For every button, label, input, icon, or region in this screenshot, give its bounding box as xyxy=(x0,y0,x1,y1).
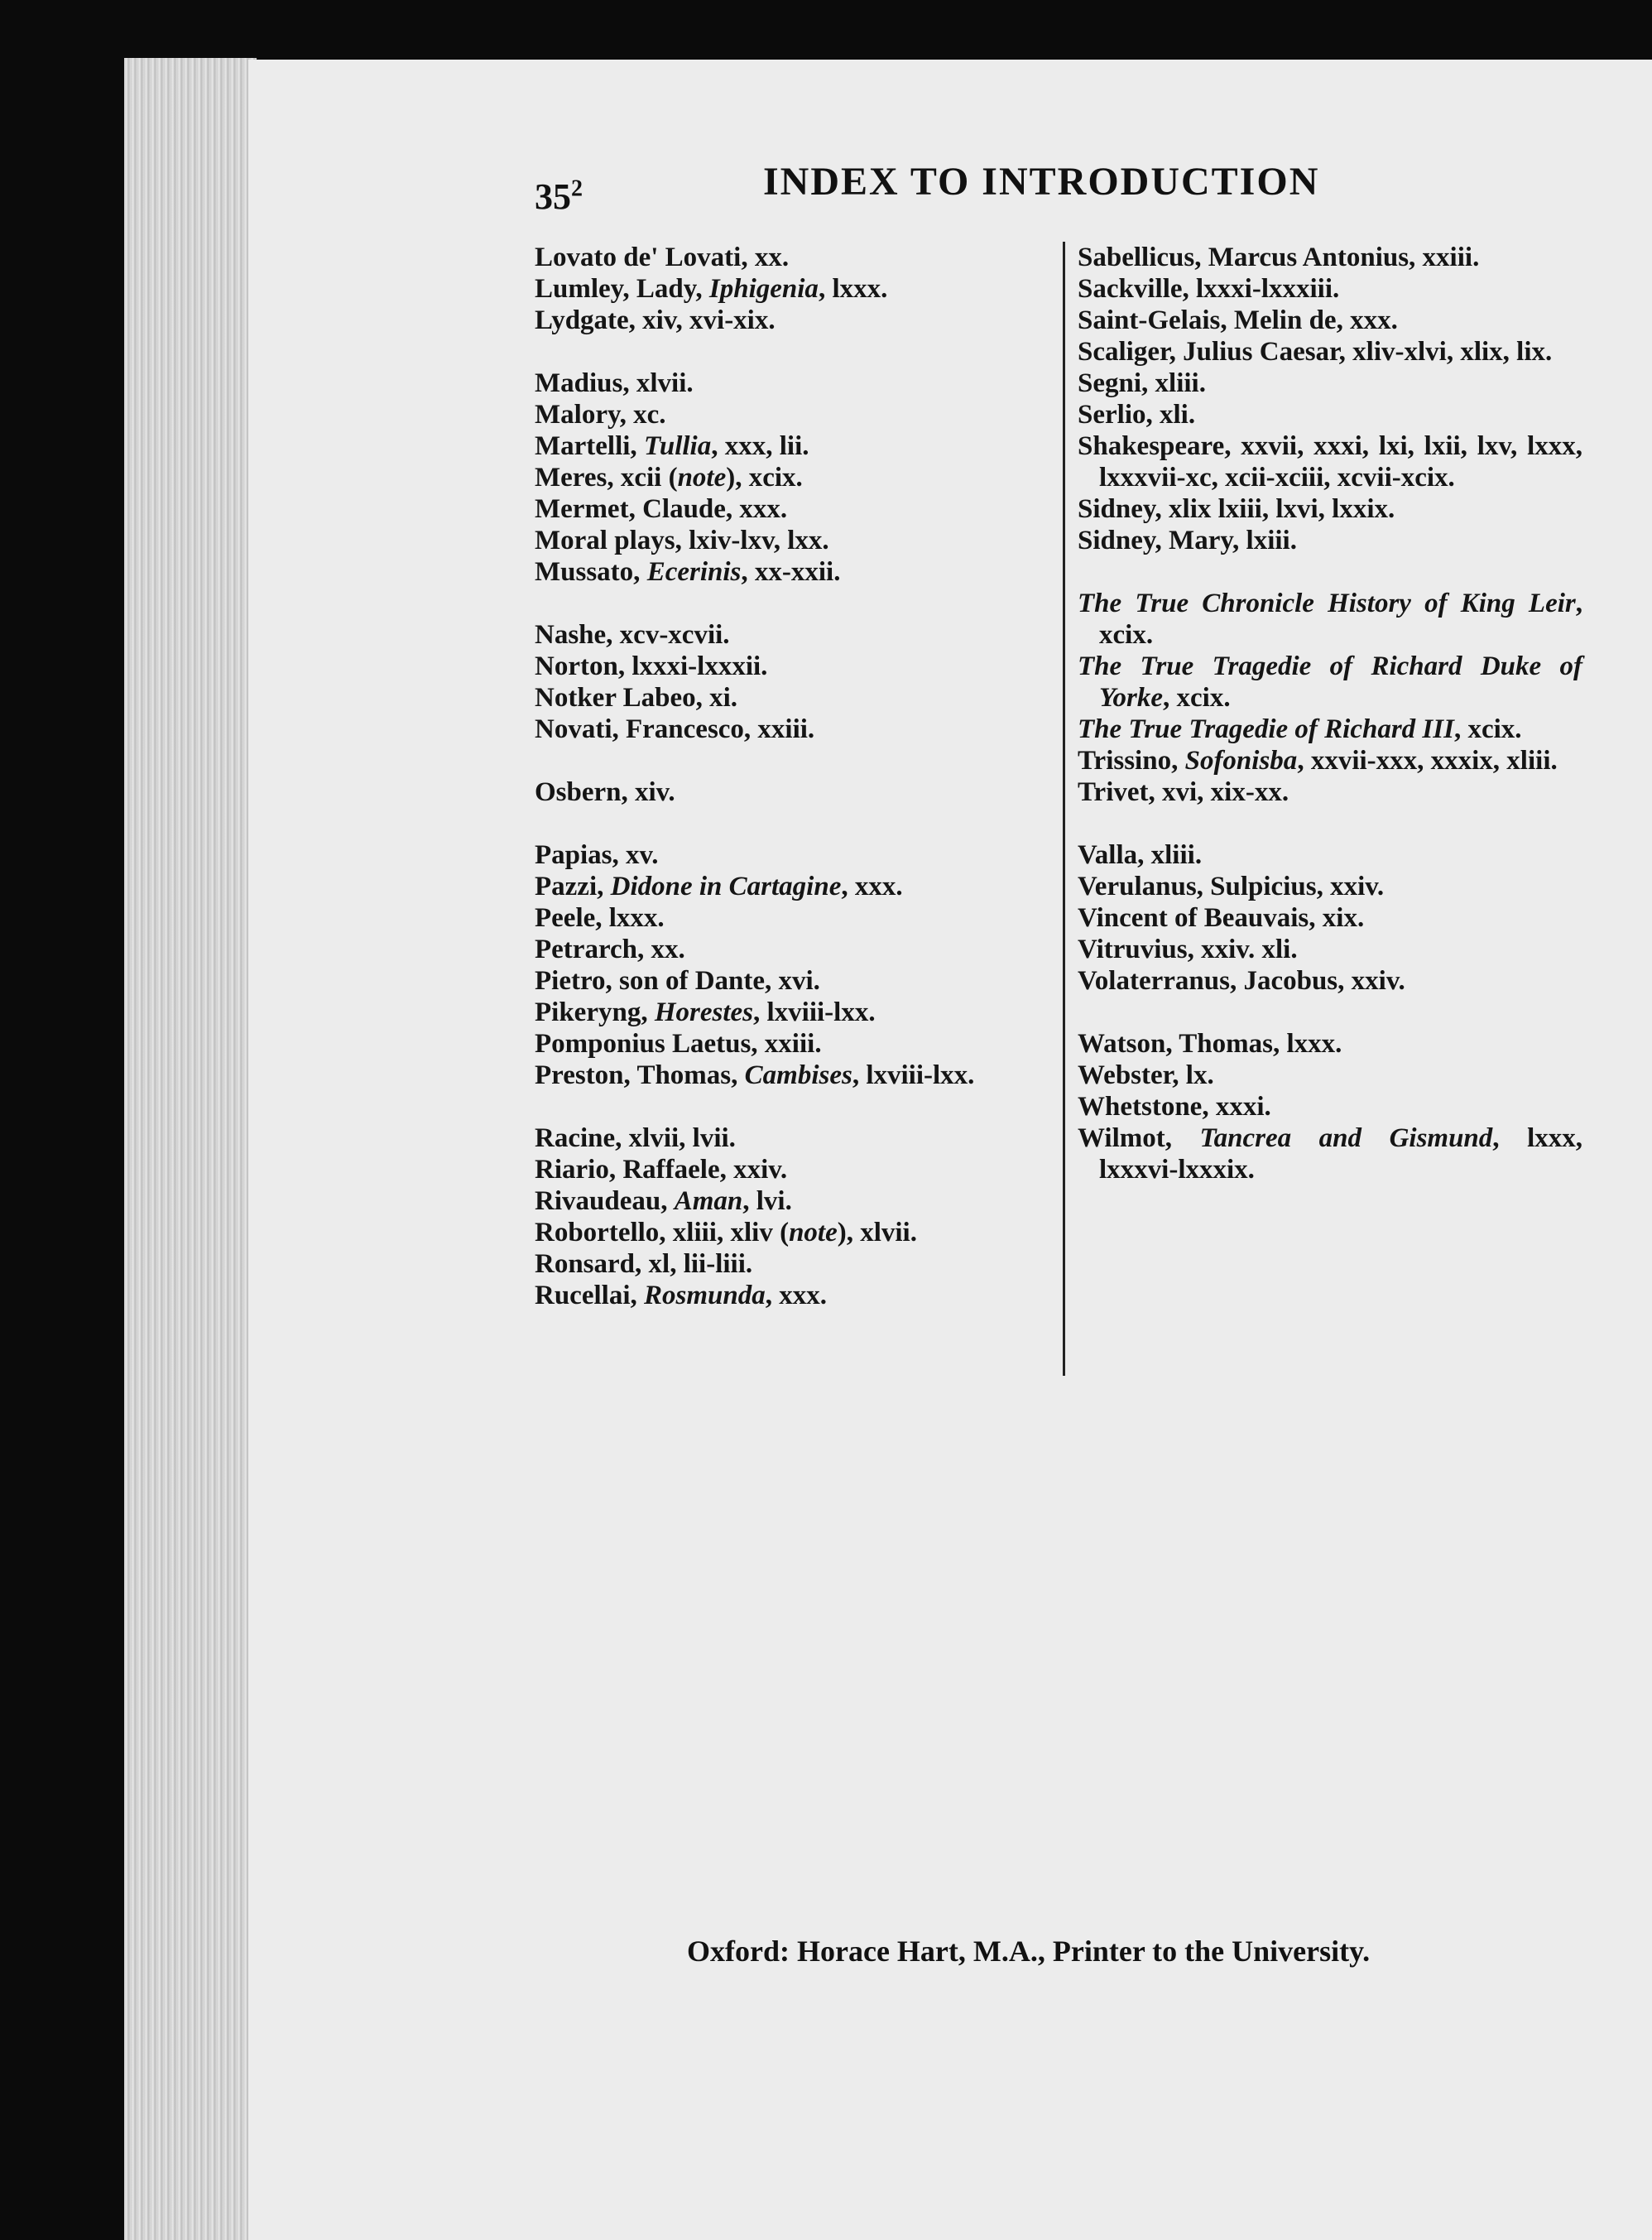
index-entry-text: , xx-xxii. xyxy=(741,557,841,587)
index-entry-text: Notker Labeo, xi. xyxy=(535,683,738,713)
index-letter-group xyxy=(535,839,1048,1091)
index-entry-text: Riario, Raffaele, xxiv. xyxy=(535,1155,788,1185)
index-entry-text: , lxviii-lxx. xyxy=(753,997,876,1027)
index-entry-text: Lumley, Lady, xyxy=(535,274,709,304)
index-letter-group xyxy=(1078,588,1582,808)
index-entry-text: Segni, xliii. xyxy=(1078,368,1206,398)
index-entry xyxy=(535,556,1048,588)
index-entry-text: Volaterranus, Jacobus, xxiv. xyxy=(1078,966,1405,996)
index-entry-text: , xcix. xyxy=(1099,589,1582,650)
index-entry-text: Sidney, Mary, lxiii. xyxy=(1078,526,1297,555)
index-entry xyxy=(535,399,1048,430)
index-entry-text: Serlio, xli. xyxy=(1078,400,1196,430)
index-entry-text: Valla, xliii. xyxy=(1078,840,1203,870)
printer-colophon: Oxford: Horace Hart, M.A., Printer to the University. xyxy=(687,1935,1371,1968)
index-entry xyxy=(535,1154,1048,1185)
index-entry xyxy=(1078,305,1582,336)
index-entry xyxy=(1078,934,1582,965)
index-entry-text: Preston, Thomas, xyxy=(535,1060,745,1090)
index-entry-text: , lxviii-lxx. xyxy=(852,1060,975,1090)
index-entry-text: Wilmot, xyxy=(1078,1123,1200,1153)
index-entry xyxy=(535,934,1048,965)
index-letter-group xyxy=(1078,242,1582,556)
index-letter-group xyxy=(535,242,1048,336)
index-entry-text: Pazzi, xyxy=(535,872,611,901)
index-letter-group xyxy=(535,368,1048,588)
index-entry xyxy=(535,651,1048,682)
index-entry-text: Shakespeare, xxvii, xxxi, lxi, lxii, lxv, lxxx, lxxxvii-xc, xcii-xciii, xcvii-xcix. xyxy=(1078,431,1582,493)
index-entry-title: Tullia xyxy=(643,431,712,461)
index-entry-title: note xyxy=(677,463,727,493)
index-entry-title: Horestes xyxy=(654,997,753,1027)
index-entry xyxy=(535,368,1048,399)
index-entry xyxy=(535,1185,1048,1217)
column-divider xyxy=(1063,242,1065,1376)
index-entry xyxy=(1078,1028,1582,1060)
index-entry-title: The True Tragedie of Richard Duke of Yorke xyxy=(1078,651,1582,713)
index-entry-text: Mermet, Claude, xxx. xyxy=(535,494,788,524)
index-column-left xyxy=(535,242,1048,1343)
index-entry-text: Petrarch, xx. xyxy=(535,935,685,964)
index-entry-title: note xyxy=(789,1218,838,1247)
index-entry-title: Sofonisba xyxy=(1184,746,1298,776)
index-entry xyxy=(1078,493,1582,525)
index-entry xyxy=(535,965,1048,997)
index-entry-text: Trivet, xvi, xix-xx. xyxy=(1078,777,1289,807)
index-entry-title: Didone in Cartagine xyxy=(610,872,842,901)
index-entry-text: Sackville, lxxxi-lxxxiii. xyxy=(1078,274,1340,304)
index-entry-text: Ronsard, xl, lii-liii. xyxy=(535,1249,753,1279)
index-entry xyxy=(535,1217,1048,1248)
index-entry-text: , xxx. xyxy=(841,872,903,901)
index-entry-text: Pietro, son of Dante, xvi. xyxy=(535,966,820,996)
index-entry-text: Peele, lxxx. xyxy=(535,903,665,933)
index-entry xyxy=(1078,368,1582,399)
index-entry-text: , lxxx. xyxy=(818,274,888,304)
index-entry-text: Scaliger, Julius Caesar, xliv-xlvi, xlix, lix. xyxy=(1078,337,1553,367)
index-entry-text: Webster, lx. xyxy=(1078,1060,1214,1090)
index-entry-text: ), xcix. xyxy=(726,463,803,493)
index-entry xyxy=(1078,902,1582,934)
index-entry-text: Papias, xv. xyxy=(535,840,659,870)
index-entry xyxy=(535,902,1048,934)
index-entry-text: Watson, Thomas, lxxx. xyxy=(1078,1029,1342,1059)
index-entry-text: , xxx. xyxy=(765,1281,827,1310)
index-letter-group xyxy=(1078,839,1582,997)
index-entry-text: Rucellai, xyxy=(535,1281,644,1310)
index-entry xyxy=(535,430,1048,462)
index-entry-text: Vincent of Beauvais, xix. xyxy=(1078,903,1365,933)
index-entry-text: Madius, xlvii. xyxy=(535,368,694,398)
index-entry-text: Pomponius Laetus, xxiii. xyxy=(535,1029,822,1059)
index-entry xyxy=(535,462,1048,493)
index-entry xyxy=(1078,651,1582,714)
index-entry-title: Aman xyxy=(674,1186,743,1216)
index-entry-text: , xxx, lii. xyxy=(711,431,809,461)
index-entry xyxy=(1078,588,1582,651)
index-entry-text: Lovato de' Lovati, xx. xyxy=(535,243,790,272)
index-entry xyxy=(535,1060,1048,1091)
index-entry-text: Rivaudeau, xyxy=(535,1186,675,1216)
index-entry xyxy=(1078,839,1582,871)
index-entry xyxy=(1078,714,1582,745)
index-entry xyxy=(1078,1060,1582,1091)
page-number: $35^2$ xyxy=(535,175,583,217)
index-entry-text: Trissino, xyxy=(1078,746,1185,776)
index-entry xyxy=(1078,525,1582,556)
index-entry-text: Pikeryng, xyxy=(535,997,655,1027)
index-letter-group xyxy=(1078,1028,1582,1185)
index-entry-title: Tancrea and Gismund xyxy=(1199,1123,1493,1153)
index-entry-text: Novati, Francesco, xxiii. xyxy=(535,714,815,744)
index-entry xyxy=(535,273,1048,305)
index-letter-group xyxy=(535,1122,1048,1311)
index-entry xyxy=(1078,242,1582,273)
index-entry-text: , xcix. xyxy=(1453,714,1522,744)
index-entry-text: Osbern, xiv. xyxy=(535,777,675,807)
index-entry xyxy=(535,525,1048,556)
index-entry-title: The True Chronicle History of King Leir xyxy=(1078,589,1576,618)
index-entry-text: Verulanus, Sulpicius, xxiv. xyxy=(1078,872,1385,901)
index-entry xyxy=(535,839,1048,871)
index-column-right xyxy=(1078,242,1582,1217)
index-entry xyxy=(535,493,1048,525)
index-entry-text: Whetstone, xxxi. xyxy=(1078,1092,1271,1122)
index-entry-text: Robortello, xliii, xliv ( xyxy=(535,1218,790,1247)
page-title: INDEX TO INTRODUCTION xyxy=(763,160,1320,204)
index-entry xyxy=(535,305,1048,336)
index-entry xyxy=(1078,273,1582,305)
index-entry xyxy=(1078,745,1582,776)
index-entry-title: Iphigenia xyxy=(708,274,819,304)
scan-page-edge xyxy=(124,58,257,2240)
index-entry xyxy=(535,997,1048,1028)
index-entry-title: Ecerinis xyxy=(646,557,742,587)
index-entry xyxy=(535,714,1048,745)
index-entry-text: Racine, xlvii, lvii. xyxy=(535,1123,736,1153)
index-entry xyxy=(1078,1122,1582,1185)
index-entry-title: Rosmunda xyxy=(643,1281,766,1310)
index-entry-text: ), xlvii. xyxy=(837,1218,917,1247)
index-entry xyxy=(1078,1091,1582,1122)
index-entry xyxy=(535,682,1048,714)
index-entry xyxy=(1078,336,1582,368)
index-entry xyxy=(535,1248,1048,1280)
index-entry-text: Norton, lxxxi-lxxxii. xyxy=(535,651,768,681)
index-entry-text: Mussato, xyxy=(535,557,647,587)
index-entry xyxy=(535,776,1048,808)
index-entry-title: Cambises xyxy=(744,1060,852,1090)
index-entry xyxy=(1078,430,1582,493)
index-entry xyxy=(1078,965,1582,997)
index-entry-text: , lxxx, lxxxvi-lxxxix. xyxy=(1099,1123,1582,1185)
index-entry xyxy=(535,242,1048,273)
index-entry xyxy=(535,1280,1048,1311)
index-letter-group xyxy=(535,776,1048,808)
index-entry xyxy=(1078,399,1582,430)
index-entry-text: , lvi. xyxy=(742,1186,792,1216)
index-entry-text: Moral plays, lxiv-lxv, lxx. xyxy=(535,526,829,555)
index-entry xyxy=(1078,776,1582,808)
index-entry xyxy=(535,871,1048,902)
index-entry-text: , xxvii-xxx, xxxix, xliii. xyxy=(1297,746,1558,776)
index-entry-text: Lydgate, xiv, xvi-xix. xyxy=(535,305,776,335)
index-entry-text: Malory, xc. xyxy=(535,400,666,430)
index-entry-text: Meres, xcii ( xyxy=(535,463,678,493)
index-letter-group xyxy=(535,619,1048,745)
index-entry-text: Saint-Gelais, Melin de, xxx. xyxy=(1078,305,1398,335)
index-entry xyxy=(535,1028,1048,1060)
index-entry xyxy=(1078,871,1582,902)
index-entry-title: The True Tragedie of Richard III xyxy=(1078,714,1454,744)
index-entry xyxy=(535,619,1048,651)
index-entry-text: , xcix. xyxy=(1163,683,1231,713)
index-entry-text: Sidney, xlix lxiii, lxvi, lxxix. xyxy=(1078,494,1395,524)
index-entry-text: Nashe, xcv-xcvii. xyxy=(535,620,730,650)
index-entry-text: Vitruvius, xxiv. xli. xyxy=(1078,935,1298,964)
index-entry xyxy=(535,1122,1048,1154)
index-entry-text: Sabellicus, Marcus Antonius, xxiii. xyxy=(1078,243,1480,272)
index-entry-text: Martelli, xyxy=(535,431,644,461)
